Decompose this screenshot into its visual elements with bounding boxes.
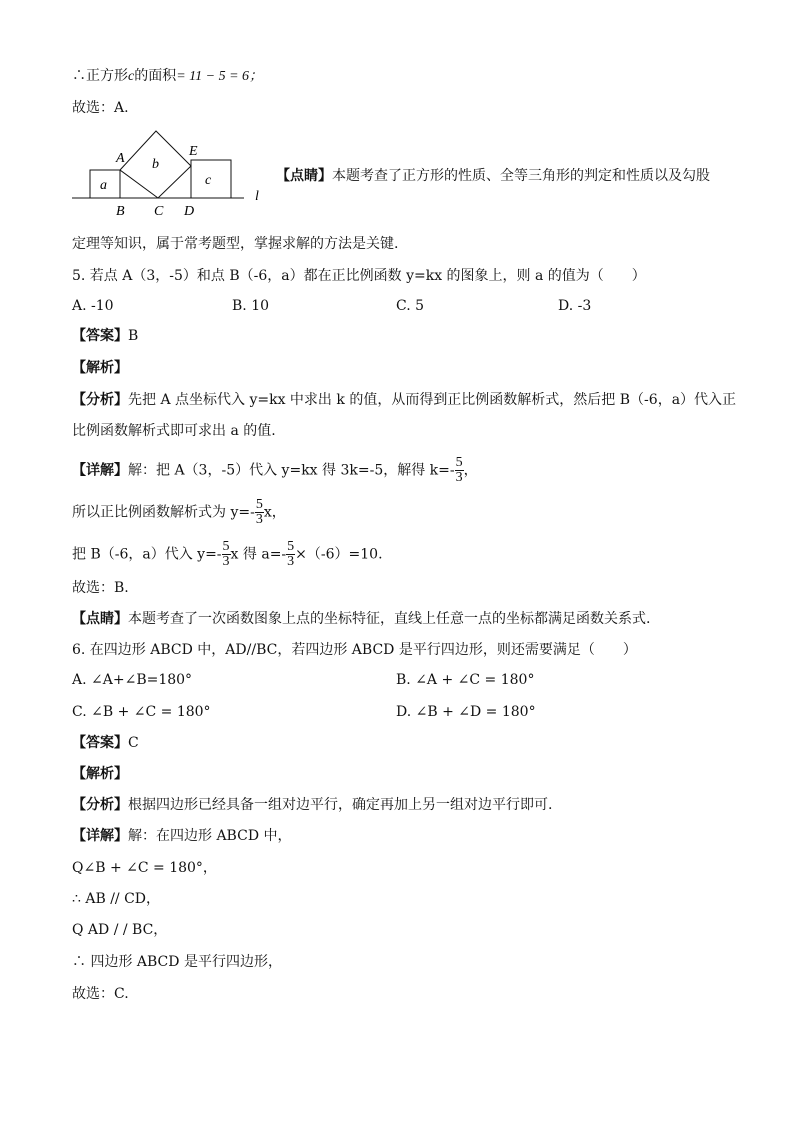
squares-figure (68, 126, 268, 218)
q6-option-b: B. ∠A + ∠C = 180° (396, 672, 535, 688)
q5-option-b: B. 10 (232, 298, 270, 314)
prev-tip-cont: 定理等知识，属于常考题型，掌握求解的方法是关键. (72, 236, 399, 252)
conclusion-line: ∴正方形c的面积= 11 − 5 = 6； (72, 68, 264, 84)
q6-step-3: Q AD / / BC， (72, 922, 168, 938)
label-b: b (152, 157, 159, 172)
q6-stem: 6. 在四边形 ABCD 中，AD//BC，若四边形 ABCD 是平行四边形，则还需要满足（ ） (72, 642, 637, 658)
q5-detail-3: 把 B（-6，a）代入 y=- $\frac{5}{3}$ x 得 a=- $\frac{5}{3}$ ×（-6）=10. (72, 539, 383, 569)
q6-option-c: C. ∠B + ∠C = 180° (72, 704, 211, 720)
fraction: $\frac{5}{3}$ (287, 539, 295, 569)
q5-analysis-1: 【分析】先把 A 点坐标代入 y=kx 中求出 k 的值，从而得到正比例函数解析式，然后把 B（-6，a）代入正 (72, 392, 737, 408)
q6-jiexi: 【解析】 (72, 766, 128, 782)
label-A: A (116, 151, 125, 166)
q6-step-2: ∴ AB // CD， (72, 891, 161, 907)
q6-analysis: 【分析】根据四边形已经具备一组对边平行，确定再加上另一组对边平行即可. (72, 797, 553, 813)
label-B: B (116, 204, 125, 218)
q5-option-c: C. 5 (396, 298, 425, 314)
fraction: $\frac{5}{3}$ (255, 497, 263, 527)
label-c: c (205, 173, 212, 188)
q5-stem: 5. 若点 A（3，-5）和点 B（-6，a）都在正比例函数 y=kx 的图象上，则 a 的值为（ ） (72, 268, 646, 284)
fraction: $\frac{5}{3}$ (222, 539, 230, 569)
q5-option-a: A. -10 (72, 298, 114, 314)
q6-detail: 【详解】解：在四边形 ABCD 中， (72, 828, 292, 844)
label-C: C (154, 204, 164, 218)
prev-choose: 故选：A. (72, 100, 129, 116)
q6-answer: 【答案】C (72, 735, 139, 751)
fraction: $\frac{5}{3}$ (455, 455, 463, 485)
q5-detail-1: 【详解】解：把 A（3，-5）代入 y=kx 得 3k=-5，解得 k=- $\frac{5}{3}$ ， (72, 455, 478, 485)
q6-option-d: D. ∠B + ∠D = 180° (396, 704, 536, 720)
label-D: D (184, 204, 195, 218)
q5-jiexi: 【解析】 (72, 360, 128, 376)
q6-step-1: Q∠B + ∠C = 180°， (72, 860, 217, 876)
label-E: E (189, 144, 198, 159)
q6-choose: 故选：C. (72, 986, 129, 1002)
q5-answer: 【答案】B (72, 328, 139, 344)
q6-option-a: A. ∠A+∠B=180° (72, 672, 193, 688)
prev-tip: 【点睛】本题考查了正方形的性质、全等三角形的判定和性质以及勾股 (276, 168, 710, 184)
q5-analysis-2: 比例函数解析式即可求出 a 的值. (72, 423, 276, 439)
q5-choose: 故选：B. (72, 580, 129, 596)
label-a: a (100, 178, 107, 193)
q5-option-d: D. -3 (558, 298, 592, 314)
q5-tip: 【点睛】本题考查了一次函数图象上点的坐标特征，直线上任意一点的坐标都满足函数关系式. (72, 611, 651, 627)
q6-step-4: ∴ 四边形 ABCD 是平行四边形， (72, 954, 282, 970)
q5-detail-2: 所以正比例函数解析式为 y=- $\frac{5}{3}$ x， (72, 497, 286, 527)
label-l: l (255, 189, 259, 204)
